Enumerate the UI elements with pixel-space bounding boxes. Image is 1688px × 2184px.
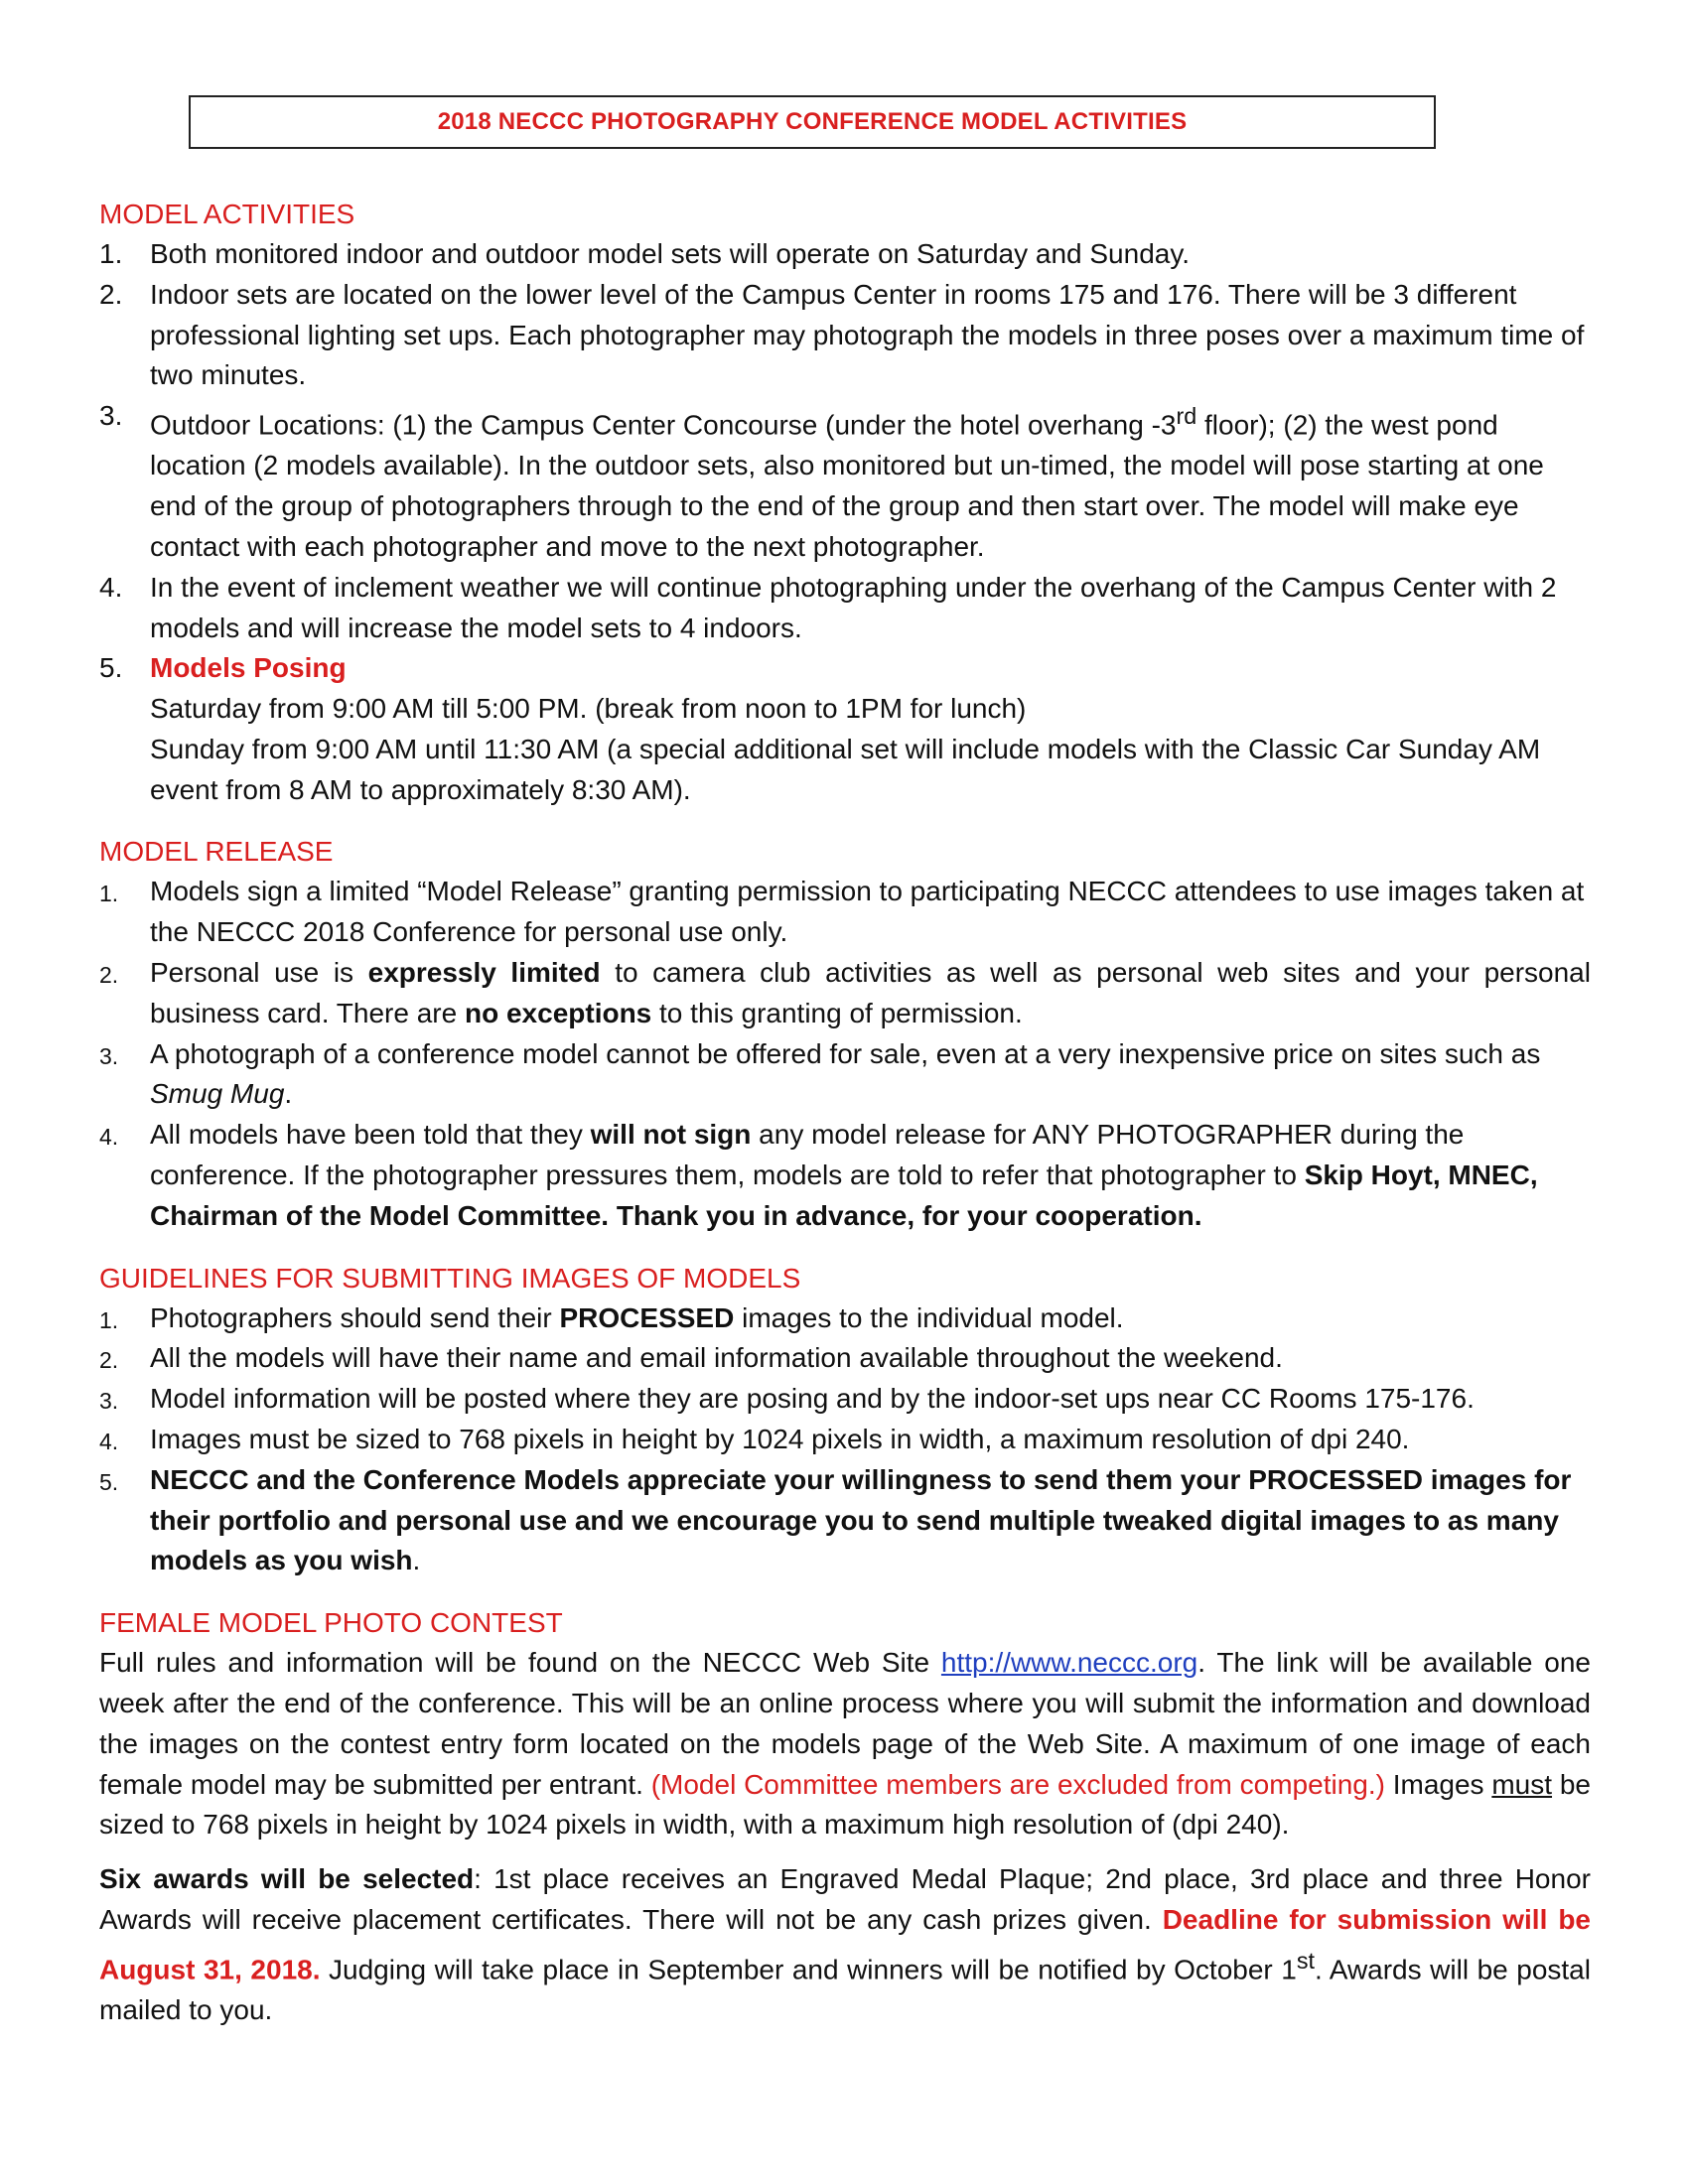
model-activities-list xyxy=(99,234,1591,810)
sunday-schedule: Sunday from 9:00 AM until 11:30 AM (a special additional set will include models with the Classic Car Sunday AM event from 8 AM to approximately 8:30 AM). xyxy=(150,733,1541,805)
exclusion-note: (Model Committee members are excluded from competing.) xyxy=(650,1768,1385,1800)
list-item: 4. All models have been told that they will not sign any model release for ANY PHOTOGRAPHER during the conference. If the photographer pressures them, models are told to refer that photographer to Skip Hoyt, MNEC, Chairman of the Model Committee. Thank you in advance, for your cooperation. xyxy=(99,1119,1538,1231)
document-page xyxy=(99,95,1591,2031)
heading-model-activities: MODEL ACTIVITIES xyxy=(99,199,355,229)
list-item: 3. A photograph of a conference model cannot be offered for sale, even at a very inexpensive price on sites such as Smug Mug. xyxy=(99,1037,1541,1110)
model-release-list xyxy=(99,872,1591,1236)
heading-guidelines: GUIDELINES FOR SUBMITTING IMAGES OF MODELS xyxy=(99,1262,801,1294)
models-posing-heading: Models Posing xyxy=(150,652,347,684)
list-item: 5. Models Posing Saturday from 9:00 AM till 5:00 PM. (break from noon to 1PM for lunch) Sunday from 9:00 AM until 11:30 AM (a special additional set will include models with the Classic Car Sunday AM event from 8 AM to approximately 8:30 AM). xyxy=(99,648,1591,810)
awards-paragraph: Six awards will be selected: 1st place receives an Engraved Medal Plaque; 2nd place, 3rd place and three Honor Awards will receive placement certificates. There will not be any cash prizes given. Deadline for submission will be August 31, 2018. Judging will take place in September and winners will be notified by October 1st. Awards will be postal mailed to you. xyxy=(99,1863,1591,2025)
document-title: 2018 NECCC PHOTOGRAPHY CONFERENCE MODEL ACTIVITIES xyxy=(189,95,1436,149)
heading-model-release: MODEL RELEASE xyxy=(99,836,334,868)
list-item: 2. Indoor sets are located on the lower level of the Campus Center in rooms 175 and 176. There will be 3 different professional lighting set ups. Each photographer may photograph the models in three poses over a maximum time of two minutes. xyxy=(99,278,1585,391)
contest-rules-paragraph: Full rules and information will be found on the NECCC Web Site http://www.neccc.org. The link will be available one week after the end of the conference. This will be an online process where you will submit the information and download the images on the contest entry form located on the models page of the Web Site. A maximum of one image of each female model may be submitted per entrant. (Model Committee members are excluded from competing.) Images must be sized to 768 pixels in height by 1024 pixels in width, with a maximum high resolution of (dpi 240). xyxy=(99,1647,1591,1841)
guidelines-list xyxy=(99,1298,1591,1582)
list-item: 2. All the models will have their name and email information available throughout the weekend. xyxy=(99,1342,1283,1374)
deadline-note: Deadline for submission will be August 31, 2018. xyxy=(99,1904,1591,1985)
list-item: 4. In the event of inclement weather we will continue photographing under the overhang of the Campus Center with 2 models and will increase the model sets to 4 indoors. xyxy=(99,571,1557,643)
list-item: 5. NECCC and the Conference Models appreciate your willingness to send them your PROCESSED images for their portfolio and personal use and we encourage you to send multiple tweaked digital images to as many models as you wish. xyxy=(99,1463,1572,1576)
neccc-website-link[interactable]: http://www.neccc.org xyxy=(940,1647,1198,1679)
list-item: 1. Both monitored indoor and outdoor model sets will operate on Saturday and Sunday. xyxy=(99,238,1191,269)
list-item: 1. Photographers should send their PROCESSED images to the individual model. xyxy=(99,1301,1124,1333)
list-item: 2. Personal use is expressly limited to camera club activities as well as personal web sites and your personal business card. There are no exceptions to this granting of permission. xyxy=(99,957,1591,1028)
list-item: 3. Outdoor Locations: (1) the Campus Center Concourse (under the hotel overhang -3rd floor); (2) the west pond location (2 models available). In the outdoor sets, also monitored but un-timed, the model will pose starting at one end of the group of photographers through to the end of the group and then start over. The model will make eye contact with each photographer and move to the next photographer. xyxy=(99,400,1544,562)
list-item: 3. Model information will be posted where they are posing and by the indoor-set ups near CC Rooms 175-176. xyxy=(99,1383,1475,1415)
list-item: 4. Images must be sized to 768 pixels in height by 1024 pixels in width, a maximum resolution of dpi 240. xyxy=(99,1424,1410,1455)
heading-photo-contest: FEMALE MODEL PHOTO CONTEST xyxy=(99,1607,563,1639)
list-item: 1. Models sign a limited “Model Release” granting permission to participating NECCC attendees to use images taken at the NECCC 2018 Conference for personal use only. xyxy=(99,876,1585,948)
saturday-schedule: Saturday from 9:00 AM till 5:00 PM. (break from noon to 1PM for lunch) xyxy=(150,693,1027,725)
